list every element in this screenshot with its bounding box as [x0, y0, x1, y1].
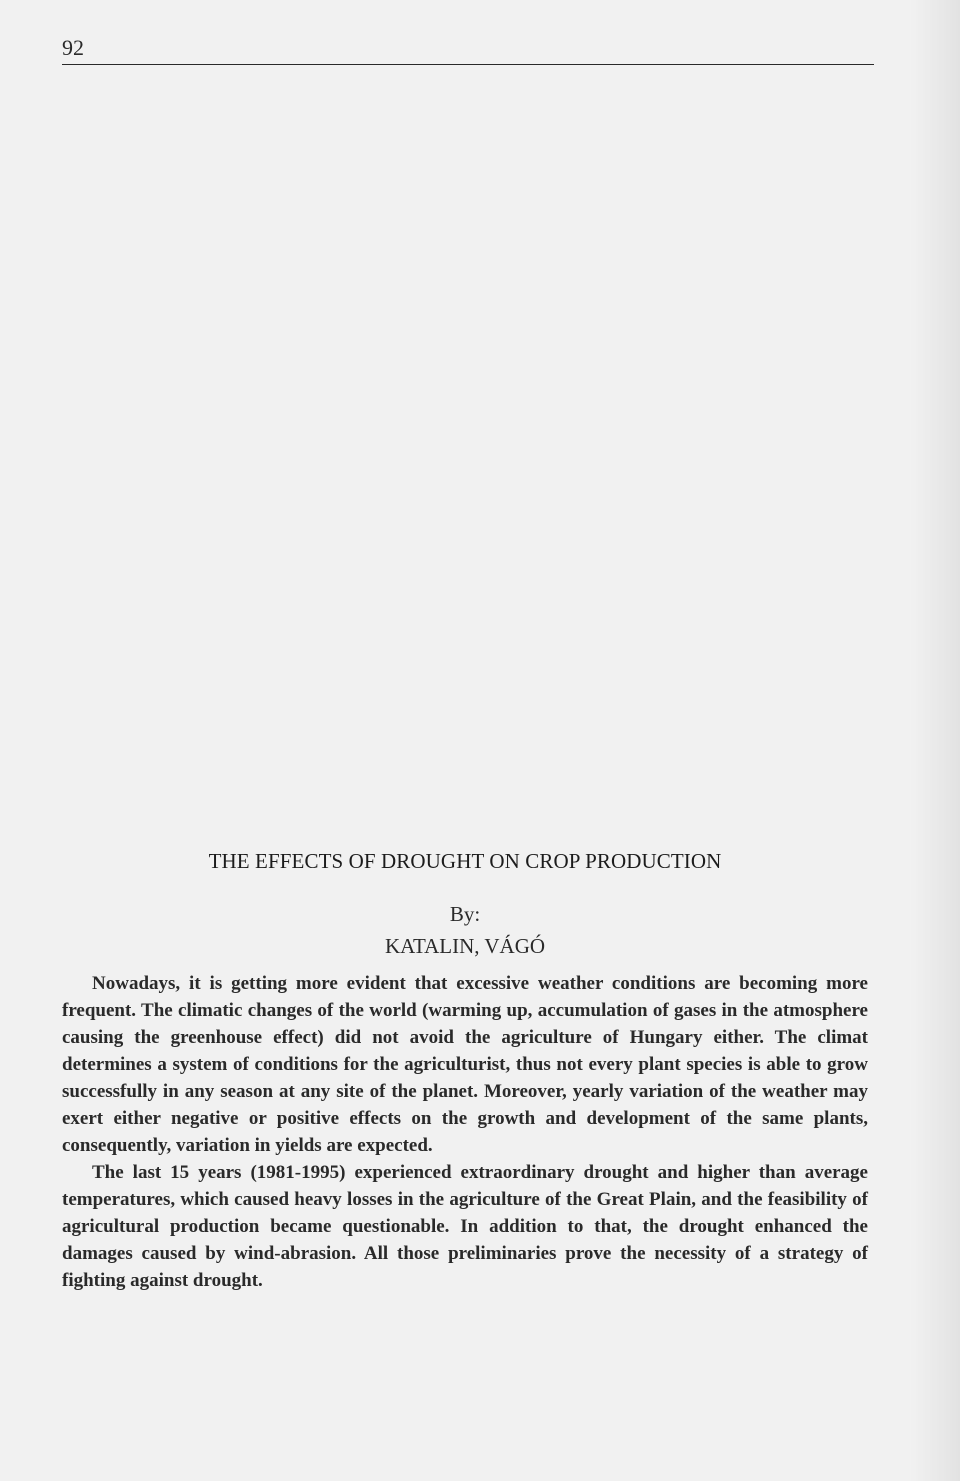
paragraph-1: Nowadays, it is getting more evident that excessive weather conditions are becoming more frequent. The climatic changes of the world (warming up, accumulation of gases in the atmosphere causing the greenhouse effect) did not avoid the agriculture of Hungary either. The climat determines a system of conditions for the agriculturist, thus not every plant species is able to grow successfully in any season at any site of the planet. Moreover, yearly variation of the weather may exert either negative or positive effects on the growth and development of the same plants, consequently, variation in yields are expected. [62, 973, 868, 1156]
page-edge-shadow [910, 0, 960, 1481]
article-body [62, 970, 868, 1294]
byline [0, 898, 930, 962]
article-title: THE EFFECTS OF DROUGHT ON CROP PRODUCTION [208, 849, 722, 873]
by-label: By: [449, 902, 481, 926]
page-header [62, 34, 874, 65]
author-names: KATALIN, VÁGÓ [384, 934, 546, 958]
page-number: 92 [62, 35, 84, 60]
paragraph-2: The last 15 years (1981-1995) experienced extraordinary drought and higher than average temperatures, which caused heavy losses in the agriculture of the Great Plain, and the feasibility of agricultural production became questionable. In addition to that, the drought enhanced the damages caused by wind-abrasion. All those preliminaries prove the necessity of a strategy of fighting against drought. [62, 1162, 868, 1291]
